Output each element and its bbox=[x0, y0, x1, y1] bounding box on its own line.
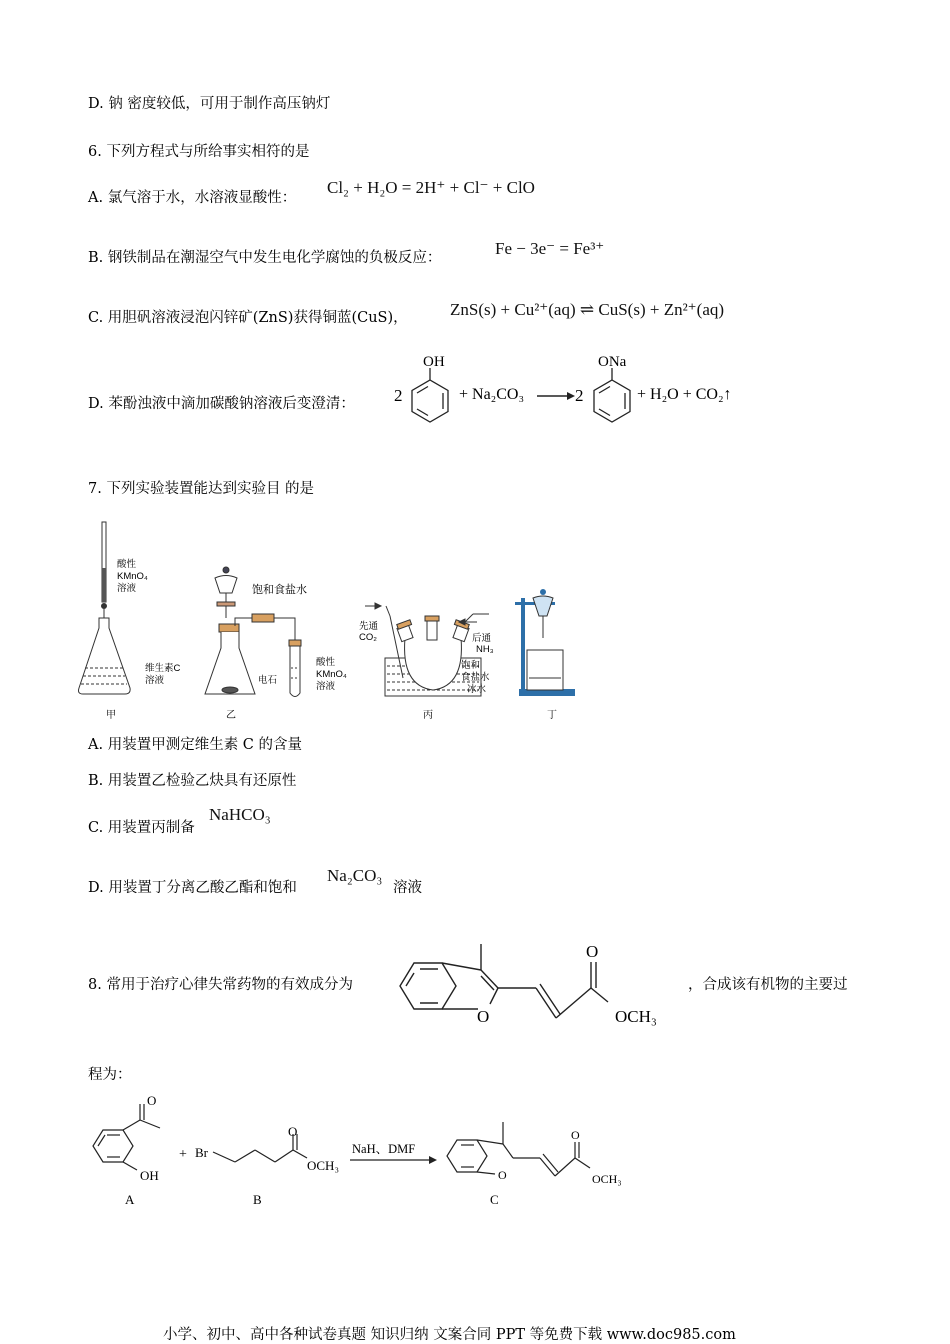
yi-funnel-label: 饱和食盐水 bbox=[252, 584, 307, 596]
q7-option-b: B. 用装置乙检验乙炔具有还原性 bbox=[88, 773, 297, 789]
page-footer: 小学、初中、高中各种试卷真题 知识归纳 文案合同 PPT 等免费下载 www.doc985.com bbox=[163, 1327, 736, 1343]
scheme-b-o: O bbox=[288, 1124, 298, 1139]
reaction-arrow bbox=[537, 390, 575, 402]
caption-bing: 丙 bbox=[423, 710, 433, 721]
scheme-a-o: O bbox=[147, 1093, 157, 1108]
q8-target-carbonyl-o: O bbox=[586, 942, 599, 961]
bing-bath-label-2: 食盐水 bbox=[461, 672, 490, 683]
q6-d-reagent: + Na₂CO₃ bbox=[459, 386, 525, 403]
yi-tube-label-3: 溶液 bbox=[316, 681, 336, 692]
yi-tube-label-1: 酸性 bbox=[316, 657, 336, 668]
q6-d-coef-2: 2 bbox=[575, 386, 584, 405]
q7-c-formula: NaHCO₃ bbox=[209, 805, 271, 824]
scheme-c-label: C bbox=[490, 1192, 499, 1207]
q7-option-a: A. 用装置甲测定维生素 C 的含量 bbox=[88, 737, 303, 753]
q6-d-oh-label: OH bbox=[423, 354, 445, 370]
q7-stem: 7. 下列实验装置能达到实验目 的是 bbox=[88, 481, 315, 497]
caption-ding: 丁 bbox=[547, 710, 557, 721]
q8-target-ring-o: O bbox=[477, 1007, 490, 1026]
q6-a-equation: Cl₂ + H₂O = 2H⁺ + Cl⁻ + ClO bbox=[327, 178, 535, 197]
bing-bath-label-1: 饱和 bbox=[461, 660, 481, 671]
q5-option-d: D. 钠 密度较低，可用于制作高压钠灯 bbox=[88, 96, 331, 112]
q6-c-equation: ZnS(s) + Cu²⁺(aq) ⇌ CuS(s) + Zn²⁺(aq) bbox=[450, 300, 725, 319]
q6-option-b: B. 钢铁制品在潮湿空气中发生电化学腐蚀的负极反应： bbox=[88, 250, 442, 266]
q6-option-a: A. 氯气溶于水，水溶液显酸性： bbox=[88, 190, 297, 206]
yi-tube-label-2: KMnO₄ bbox=[316, 669, 347, 680]
bing-left-label-2: CO₂ bbox=[359, 632, 377, 643]
scheme-c-och3: OCH₃ bbox=[592, 1172, 622, 1186]
q6-d-products: + H₂O + CO₂↑ bbox=[637, 386, 732, 403]
apparatus-ding bbox=[515, 589, 575, 696]
q6-b-equation: Fe − 3e⁻ = Fe³⁺ bbox=[495, 239, 605, 258]
caption-jia: 甲 bbox=[106, 710, 116, 721]
scheme-a-label: A bbox=[125, 1192, 135, 1207]
q7-option-c: C. 用装置丙制备 bbox=[88, 820, 195, 836]
scheme-conditions: NaH、DMF bbox=[352, 1142, 416, 1156]
jia-reagent-label-3: 溶液 bbox=[117, 583, 137, 594]
bing-right-label-1: 后通 bbox=[472, 633, 492, 644]
scheme-b-och3: OCH₃ bbox=[307, 1158, 339, 1173]
scheme-plus: + bbox=[179, 1147, 187, 1162]
q7-option-d: D. 用装置丁分离乙酸乙酯和饱和 bbox=[88, 880, 297, 896]
jia-reagent-label-2: KMnO₄ bbox=[117, 571, 148, 582]
q6-stem: 6. 下列方程式与所给事实相符的是 bbox=[88, 144, 310, 160]
scheme-b-label: B bbox=[253, 1192, 262, 1207]
scheme-c-ring-o: O bbox=[498, 1168, 507, 1182]
jia-flask-label-1: 维生素C bbox=[145, 663, 181, 674]
scheme-a-oh: OH bbox=[140, 1168, 159, 1183]
q8-stem-start: 8. 常用于治疗心律失常药物的有效成分为 bbox=[88, 977, 353, 993]
q6-d-coef-1: 2 bbox=[394, 386, 403, 405]
apparatus-jia bbox=[79, 522, 131, 694]
q8-stem-cont: 程为： bbox=[88, 1067, 132, 1083]
bing-left-label-1: 先通 bbox=[359, 621, 379, 632]
bing-right-label-2: NH₃ bbox=[476, 644, 494, 655]
bing-bath-label-3: 冰水 bbox=[467, 684, 487, 695]
scheme-b-br: Br bbox=[195, 1145, 208, 1160]
yi-solid-label: 电石 bbox=[258, 675, 278, 686]
q7-option-d-tail: 溶液 bbox=[393, 880, 422, 896]
q8-stem-end: ，合成该有机物的主要过 bbox=[688, 977, 848, 993]
q6-option-d: D. 苯酚浊液中滴加碳酸钠溶液后变澄清： bbox=[88, 396, 355, 412]
jia-reagent-label-1: 酸性 bbox=[117, 559, 137, 570]
q7-d-formula: Na₂CO₃ bbox=[327, 866, 383, 885]
q6-option-c: C. 用胆矾溶液浸泡闪锌矿(ZnS)获得铜蓝(CuS)， bbox=[88, 310, 408, 326]
jia-flask-label-2: 溶液 bbox=[145, 675, 165, 686]
q8-target-ester: OCH₃ bbox=[615, 1007, 657, 1026]
q6-d-ona-label: ONa bbox=[598, 354, 627, 370]
scheme-c-o: O bbox=[571, 1128, 580, 1142]
caption-yi: 乙 bbox=[226, 710, 236, 721]
